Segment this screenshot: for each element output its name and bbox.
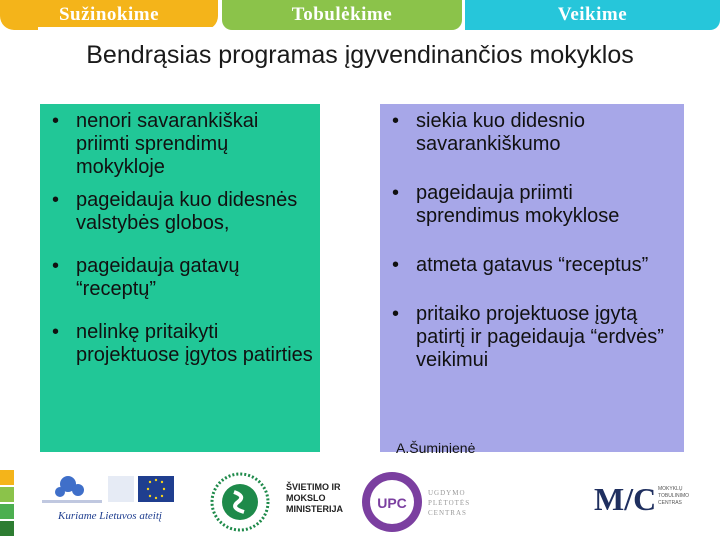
mc-mark: M/C [594,481,657,517]
slide-title: Bendrąsias programas įgyvendinančios mokyklos [86,41,634,69]
tab-suzinokime[interactable]: Sužinokime [0,0,218,30]
list-item [40,189,320,235]
ministry-logo [198,470,348,536]
right-panel [380,104,684,452]
list-item-text: atmeta gatavus “receptus” [416,254,649,276]
bullet: • [52,110,60,132]
upc-logo [360,468,480,536]
list-item [380,303,684,372]
ministry-name: ŠVIETIMO IR MOKSLO MINISTERIJA [286,482,344,514]
list-item-text: siekia kuo didesnio savarankiškumo [416,110,585,155]
top-tab-bar [0,0,720,30]
tab-tobulekime[interactable]: Tobulėkime [222,0,462,30]
bullet: • [392,254,400,276]
upc-emblem-icon [360,468,424,534]
author-name: A.Šuminienė [396,440,476,456]
bullet: • [392,110,400,132]
list-item-text: pageidauja kuo didesnės valstybės globos, [76,189,298,234]
list-item [380,182,684,228]
mc-logo [594,478,704,528]
list-item-text: pageidauja priimti sprendimus mokyklose [416,182,620,227]
footer-logos [0,468,720,540]
mc-name: MOKYKLŲ TOBULINIMO CENTRAS [658,486,690,506]
list-item-text: nelinkę pritaikyti projektuose įgytos patirties [76,321,313,366]
esf-caption: Kuriame Lietuvos ateitį [58,510,162,522]
list-item [40,321,320,367]
tab-veikime[interactable]: Veikime [465,0,720,30]
bullet: • [52,189,60,211]
esf-logo [38,470,180,536]
bullet: • [392,182,400,204]
list-item-text: pritaiko projektuose įgytą patirtį ir pageidauja “erdvės” veikimui [416,303,664,371]
list-item [40,110,320,179]
upc-mark: UPC [377,495,407,511]
list-item-text: pageidauja gatavų “receptų” [76,255,240,300]
list-item [40,255,320,301]
list-item-text: nenori savarankiškai priimti sprendimų mokykloje [76,110,259,178]
bullet: • [52,255,60,277]
ministry-emblem-icon [198,470,282,534]
left-panel [40,104,320,452]
upc-name: UGDYMO PLĖTOTĖS CENTRAS [428,489,471,517]
list-item [380,254,684,277]
tab-underline [38,27,218,30]
mc-emblem-icon [594,478,658,518]
bullet: • [52,321,60,343]
esf-emblem-icon [38,470,180,510]
bullet: • [392,303,400,325]
list-item [380,110,684,156]
